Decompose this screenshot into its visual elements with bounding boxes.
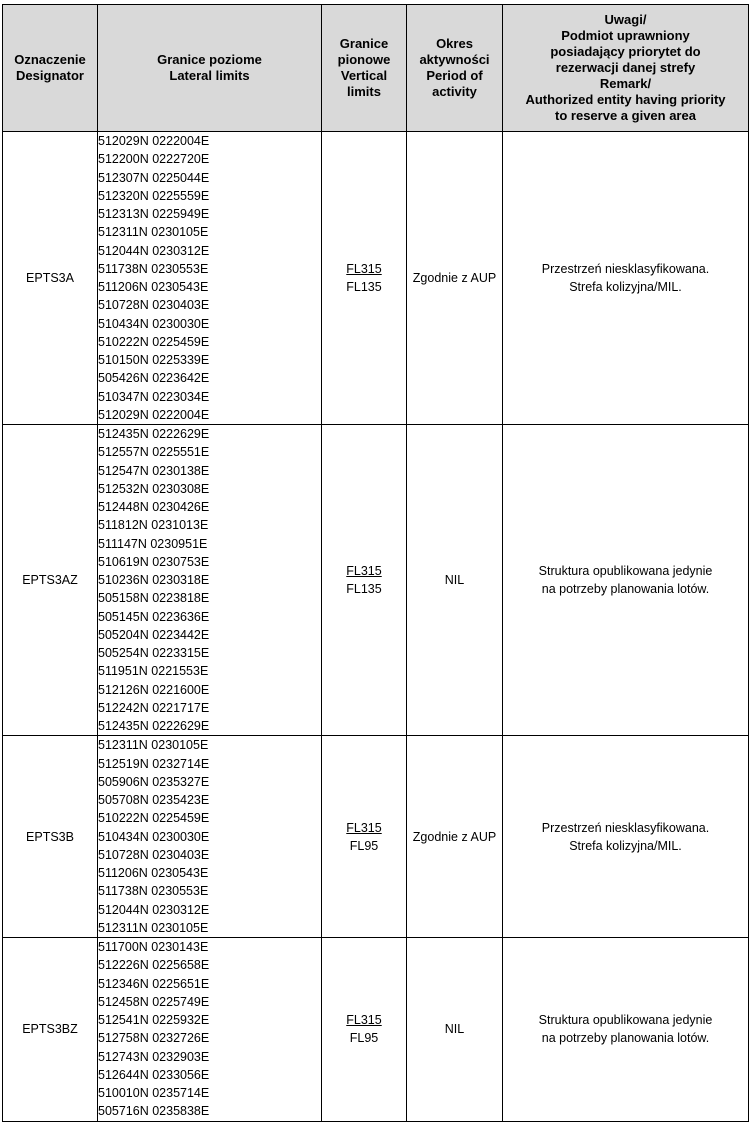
table-row (3, 938, 749, 1122)
coordinate: 511700N 0230143E (98, 940, 209, 954)
coordinate: 512547N 0230138E (98, 463, 210, 478)
coordinate: 512557N 0225551E (98, 445, 210, 460)
lateral-limits-cell (98, 736, 322, 938)
remark-line: na potrzeby planowania lotów. (541, 1031, 710, 1046)
remark-line: Struktura opublikowana jedynie (538, 564, 713, 579)
coordinate: 505906N 0235327E (98, 774, 210, 789)
coordinate: 512126N 0221600E (98, 682, 210, 697)
designator-cell: EPTS3AZ (3, 425, 98, 736)
upper-limit: FL315 (346, 1013, 382, 1028)
coordinate: 510619N 0230753E (98, 554, 210, 569)
remark-cell (503, 132, 749, 425)
upper-limit: FL315 (346, 262, 382, 276)
header-designator: Oznaczenie Designator (3, 5, 98, 132)
lower-limit: FL135 (346, 280, 382, 294)
airspace-table (2, 4, 749, 1122)
upper-limit: FL315 (346, 820, 382, 835)
coordinate: 512458N 0225749E (98, 994, 210, 1009)
table-body (3, 132, 749, 1122)
lateral-limits-cell (98, 132, 322, 425)
coordinate: 512519N 0232714E (98, 756, 210, 771)
vertical-limits-cell (322, 938, 407, 1122)
coordinate: 510434N 0230030E (98, 829, 210, 844)
coordinate: 510150N 0225339E (98, 353, 210, 367)
coordinate: 512200N 0222720E (98, 152, 210, 167)
remark-line: Strefa kolizyjna/MIL. (569, 280, 682, 294)
coordinate: 512448N 0230426E (98, 500, 210, 514)
table-row (3, 736, 749, 938)
vertical-limits-cell (322, 736, 407, 938)
header-lateral-limits: Granice poziome Lateral limits (98, 5, 322, 132)
coordinate: 505254N 0223315E (98, 646, 210, 660)
coordinate: 512541N 0225932E (98, 1013, 210, 1027)
period-cell: Zgodnie z AUP (407, 132, 503, 425)
coordinate: 505426N 0223642E (98, 371, 210, 386)
coordinate: 505716N 0235838E (98, 1104, 210, 1119)
remark-line: Przestrzeń niesklasyfikowana. (541, 820, 710, 835)
coordinate: 510222N 0225459E (98, 811, 210, 826)
lateral-limits-cell (98, 938, 322, 1122)
lower-limit: FL95 (349, 1031, 379, 1046)
remark-line: Strefa kolizyjna/MIL. (569, 838, 682, 853)
coordinate: 512242N 0221717E (98, 700, 210, 715)
coordinate: 512758N 0232726E (98, 1031, 210, 1046)
period-cell: NIL (407, 938, 503, 1122)
coordinate: 512044N 0230312E (98, 243, 210, 258)
coordinate: 511206N 0230543E (98, 866, 209, 880)
coordinate: 505708N 0235423E (98, 793, 210, 807)
remark-line: Przestrzeń niesklasyfikowana. (541, 262, 710, 276)
coordinate: 511206N 0230543E (98, 280, 209, 294)
remark-line: na potrzeby planowania lotów. (541, 582, 710, 597)
coordinate: 511738N 0230553E (98, 261, 209, 276)
coordinate: 510434N 0230030E (98, 316, 210, 331)
lower-limit: FL95 (349, 838, 379, 853)
header-remarks: Uwagi/ Podmiot uprawniony posiadający priorytet do rezerwacji danej strefy Remark/ Authorized entity having priority to reserve a given area (503, 5, 749, 132)
designator-cell: EPTS3BZ (3, 938, 98, 1122)
coordinate: 512532N 0230308E (98, 481, 210, 496)
coordinate: 512311N 0230105E (98, 920, 209, 935)
coordinate: 505158N 0223818E (98, 591, 210, 606)
table-row (3, 132, 749, 425)
coordinate: 510728N 0230403E (98, 298, 210, 313)
coordinate: 505145N 0223636E (98, 609, 210, 624)
header-vertical-limits: Granice pionowe Vertical limits (322, 5, 407, 132)
coordinate: 512435N 0222629E (98, 719, 210, 733)
coordinate: 510236N 0230318E (98, 573, 210, 587)
coordinate: 512226N 0225658E (98, 958, 210, 973)
designator-cell: EPTS3A (3, 132, 98, 425)
coordinate: 510010N 0235714E (98, 1086, 210, 1100)
remark-cell (503, 938, 749, 1122)
coordinate: 512743N 0232903E (98, 1049, 210, 1064)
coordinate: 512044N 0230312E (98, 902, 210, 917)
header-period-of-activity: Okres aktywności Period of activity (407, 5, 503, 132)
remark-line: Struktura opublikowana jedynie (538, 1013, 713, 1028)
coordinate: 512029N 0222004E (98, 134, 210, 148)
coordinate: 510728N 0230403E (98, 847, 210, 862)
designator-cell: EPTS3B (3, 736, 98, 938)
remark-cell (503, 736, 749, 938)
vertical-limits-cell (322, 425, 407, 736)
coordinate: 511147N 0230951E (98, 536, 208, 551)
vertical-limits-cell (322, 132, 407, 425)
table-row (3, 425, 749, 736)
lateral-limits-cell (98, 425, 322, 736)
coordinate: 512313N 0225949E (98, 207, 210, 221)
remark-cell (503, 425, 749, 736)
coordinate: 512311N 0230105E (98, 738, 209, 753)
coordinate: 510222N 0225459E (98, 334, 210, 349)
coordinate: 511951N 0221553E (98, 664, 209, 679)
coordinate: 505204N 0223442E (98, 627, 210, 642)
coordinate: 512307N 0225044E (98, 170, 210, 185)
coordinate: 512311N 0230105E (98, 225, 209, 240)
lower-limit: FL135 (346, 582, 382, 597)
coordinate: 512029N 0222004E (98, 407, 210, 422)
coordinate: 512644N 0233056E (98, 1067, 210, 1082)
header-row (3, 5, 749, 132)
upper-limit: FL315 (346, 564, 382, 579)
coordinate: 511812N 0231013E (98, 518, 209, 533)
coordinate: 510347N 0223034E (98, 389, 210, 404)
coordinate: 512346N 0225651E (98, 976, 210, 991)
period-cell: NIL (407, 425, 503, 736)
period-cell: Zgodnie z AUP (407, 736, 503, 938)
coordinate: 511738N 0230553E (98, 884, 209, 899)
coordinate: 512320N 0225559E (98, 188, 210, 203)
coordinate: 512435N 0222629E (98, 427, 210, 441)
